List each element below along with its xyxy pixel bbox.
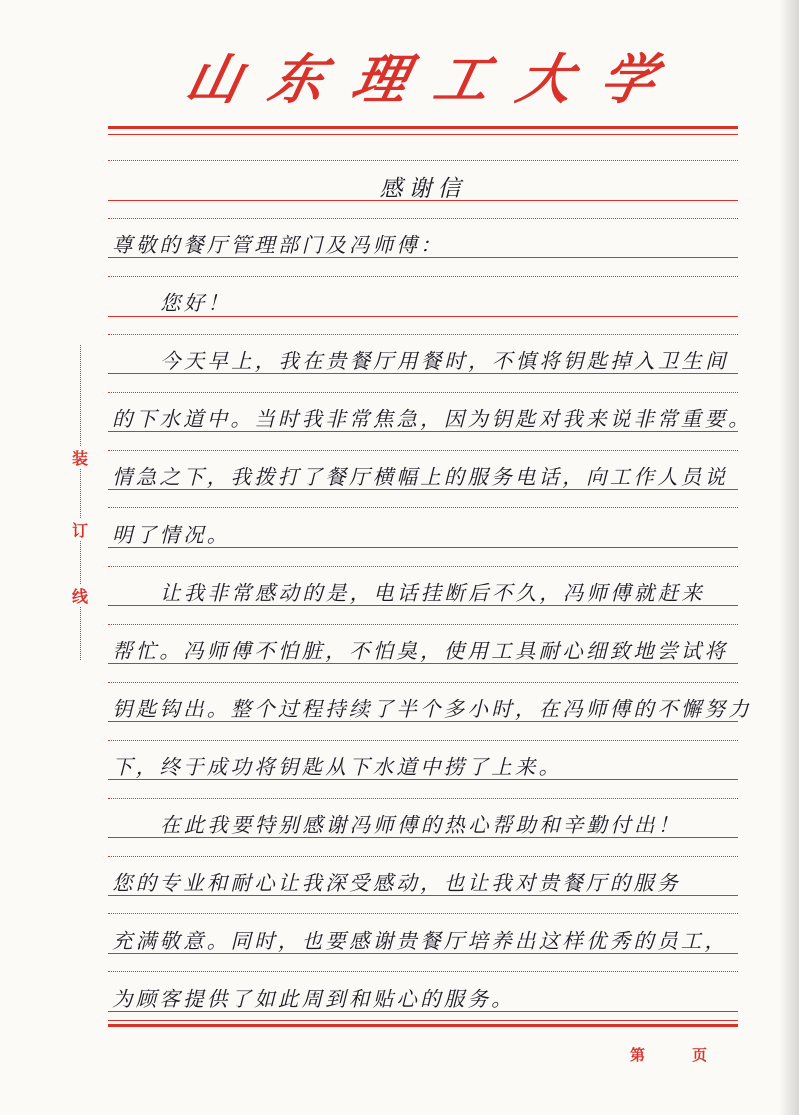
footer-rule-thick [108,1024,738,1027]
binding-dotted-line [80,345,81,660]
body-line: 帮忙。冯师傅不怕脏，不怕臭，使用工具耐心细致地尝试将 [112,639,729,663]
dotted-rule [108,450,738,451]
page-number-label [630,1044,708,1065]
page-label-suffix: 页 [692,1046,708,1064]
masthead-char: 东 [263,46,333,111]
dotted-rule [108,913,738,914]
binding-label-char: 订 [66,518,94,541]
body-line: 您的专业和耐心让我深受感动，也让我对贵餐厅的服务 [112,871,681,895]
body-line: 钥匙钩出。整个过程持续了半个多小时，在冯师傅的不懈努力 [112,697,752,721]
masthead-char: 理 [346,46,416,111]
paper-edge-shadow [779,0,799,1115]
dotted-rule [108,856,738,857]
dotted-rule [108,971,738,972]
dotted-rule [108,740,738,741]
dotted-rule [108,682,738,683]
body-line: 今天早上，我在贵餐厅用餐时，不慎将钥匙掉入卫生间 [160,349,729,373]
masthead-char: 山 [180,46,251,111]
body-line: 让我非常感动的是，电话挂断后不久，冯师傅就赶来 [160,581,706,605]
body-line: 下，终于成功将钥匙从下水道中捞了上来。 [112,755,563,779]
dotted-rule [108,798,738,799]
letter-greeting: 您好！ [160,291,232,315]
university-masthead [108,40,738,110]
masthead-char: 学 [594,46,665,111]
dotted-rule [108,276,738,277]
letter-title: 感谢信 [379,176,467,202]
header-rule-thick [108,126,738,129]
page-label-prefix: 第 [630,1046,646,1064]
binding-label-char: 装 [66,446,94,469]
body-line: 充满敬意。同时，也要感谢贵餐厅培养出这样优秀的员工， [112,929,729,953]
masthead-char: 大 [511,46,582,111]
dotted-rule [108,334,738,335]
body-line: 情急之下，我拨打了餐厅横幅上的服务电话，向工作人员说 [112,465,729,489]
dotted-rule [108,566,738,567]
binding-label-char: 线 [66,584,94,607]
header-rule-thin [108,134,738,135]
dotted-rule [108,624,738,625]
dotted-rule [108,392,738,393]
body-line: 在此我要特别感谢冯师傅的热心帮助和辛勤付出！ [160,813,682,837]
solid-rule [108,316,738,317]
masthead-char: 工 [428,46,499,111]
dotted-rule [108,507,738,508]
body-line: 为顾客提供了如此周到和贴心的服务。 [112,987,515,1011]
footer-rule-thin [108,1020,738,1021]
body-line: 的下水道中。当时我非常焦急，因为钥匙对我来说非常重要。 [112,407,752,431]
dotted-rule [108,218,738,219]
dotted-rule [108,160,738,161]
body-line: 明了情况。 [112,523,231,547]
letter-salutation: 尊敬的餐厅管理部门及冯师傅： [112,233,444,257]
